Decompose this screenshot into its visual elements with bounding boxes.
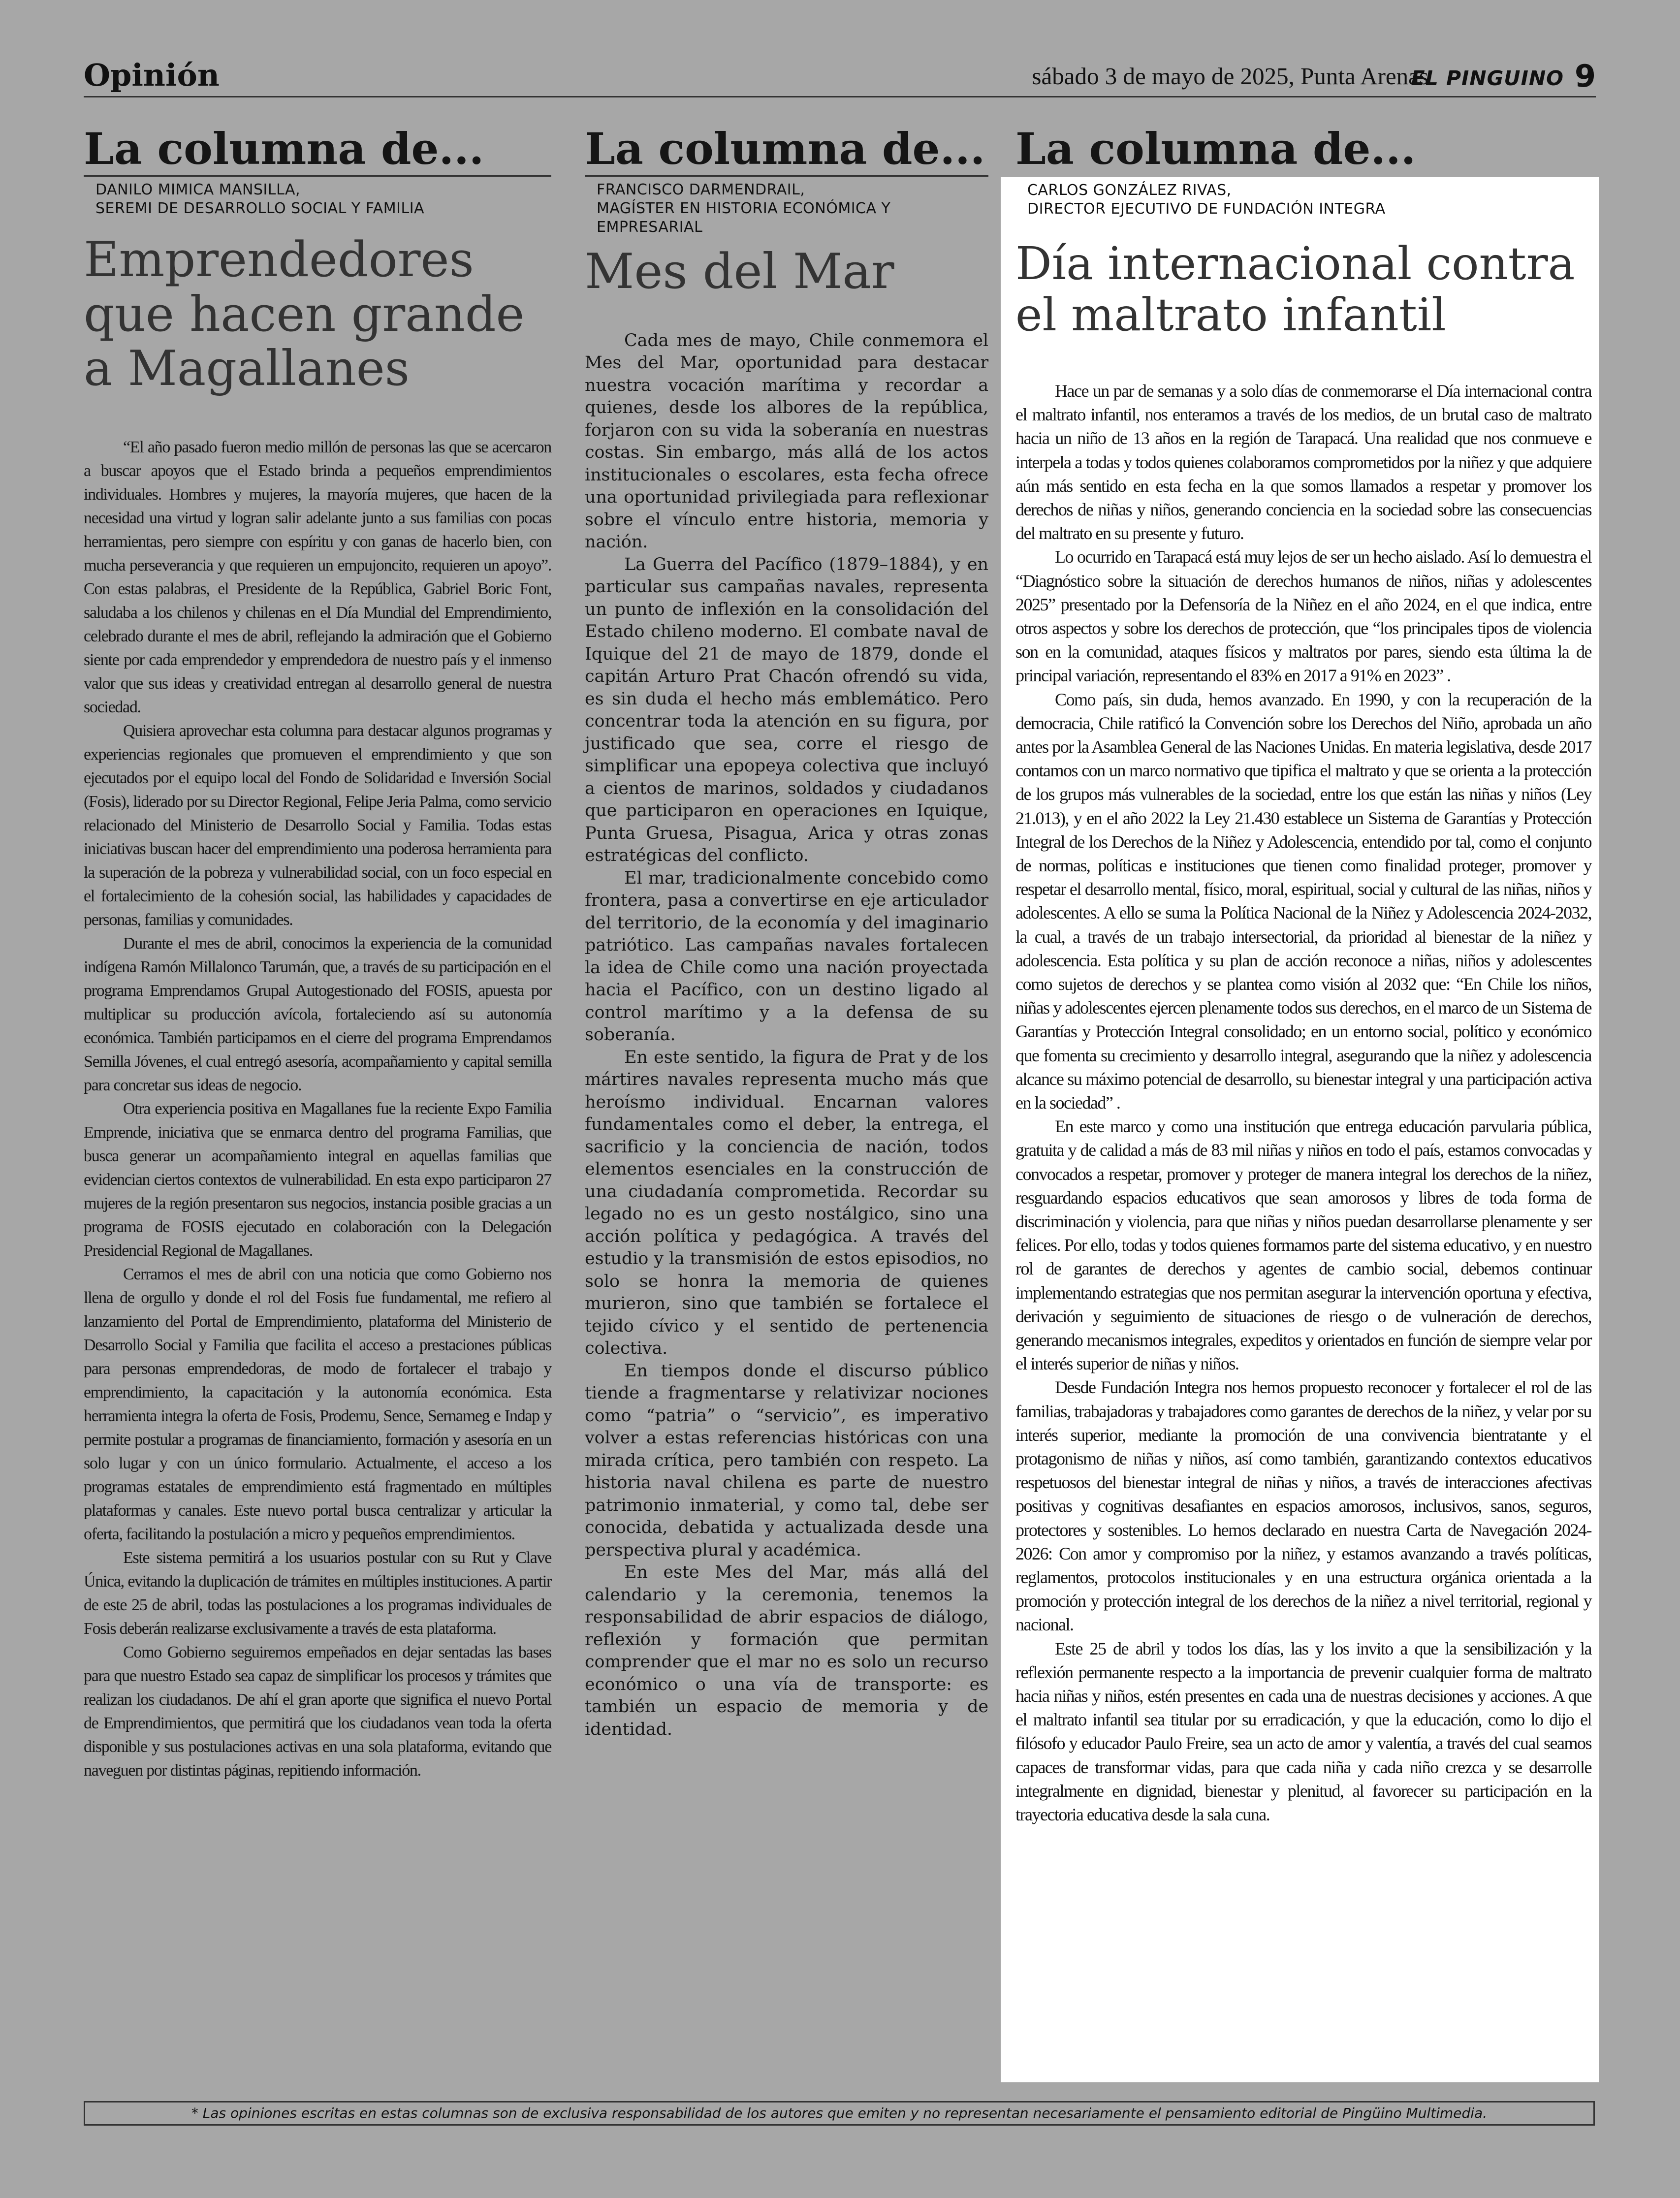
body-paragraph: Otra experiencia positiva en Magallanes fue la reciente Expo Familia Emprende, iniciativa que se enmarca dentro del programa Familias, que busca generar un acompañamiento integral en aquellas familias que evidencian ciertos contextos de vulnerabilidad. En esta expo participaron 27 mujeres de la región presentaron sus negocios, instancia posible gracias a un programa de FOSIS ejecutado en colaboración con la Delegación Presidencial Regional de Magallanes.: [84, 1100, 551, 1260]
headline-line: a Magallanes: [84, 341, 410, 397]
column-kicker: La columna de...: [84, 123, 484, 174]
body-paragraph: Este 25 de abril y todos los días, las y los invito a que la sensibilización y la reflexión permanente respecto a la importancia de prevenir cualquier forma de maltrato hacia niñas y niños, estén presentes en cada una de nuestras decisiones y acciones. A que el maltrato infantil sea titular por su erradicación, y que la educación, como lo dijo el filósofo y educador Paulo Freire, sea un acto de amor y valentía, a través del cual seamos capaces de transformar vidas, para que cada niña y cada niño crezca y se desarrolle integralmente en dignidad, bienestar y plenitud, al favorecer su participación en la trayectoria educativa desde la sala cuna.: [1015, 1638, 1591, 1825]
kicker-rule: [585, 175, 988, 177]
body-paragraph: El mar, tradicionalmente concebido como frontera, pasa a convertirse en eje articulador del territorio, de la economía y del imaginario patriótico. Las campañas navales fortalecen la idea de Chile como una nación proyectada hacia el Pacífico, con un destino ligado al control marítimo y a la defensa de su soberanía.: [585, 868, 988, 1045]
column-headline: [84, 233, 551, 396]
column-headline: [585, 245, 988, 299]
headline-line: que hacen grande: [84, 286, 525, 343]
column-body: [585, 330, 988, 1741]
byline-name: FRANCISCO DARMENDRAIL,: [597, 181, 805, 198]
byline-role: SEREMI DE DESARROLLO SOCIAL Y FAMILIA: [95, 200, 425, 217]
body-paragraph: “El año pasado fueron medio millón de personas las que se acercaron a buscar apoyos que el Estado brinda a pequeños emprendimientos individuales. Hombres y mujeres, la mayoría mujeres, que hacen de la necesidad una virtud y logran salir adelante junto a sus familias con pocas herramientas, pero siempre con espíritu y con ganas de hacerlo bien, con mucha perseverancia y que requieren un empujoncito, requieren un apoyo”. Con estas palabras, el Presidente de la República, Gabriel Boric Font, saludaba a los chilenos y chilenas en el Día Mundial del Emprendimiento, celebrado durante el mes de abril, reflejando la admiración que el Gobierno siente por cada emprendedor y emprendedora de nuestro país y el inmenso valor que sus ideas y creatividad entregan al desarrollo general de nuestra sociedad.: [84, 438, 551, 717]
body-paragraph: Desde Fundación Integra nos hemos propuesto reconocer y fortalecer el rol de las familias, trabajadoras y trabajadores como garantes de derechos de la niñez, y velar por su interés superior, mediante la promoción de una convivencia bientratante y el protagonismo de niñas y niños, así como también, garantizando contextos educativos respetuosos del bienestar integral de niñas y niños, a través de interacciones afectivas positivas y cognitivas desafiantes en espacios amorosos, inclusivos, sanos, seguros, protectores y sostenibles. Lo hemos declarado en nuestra Carta de Navegación 2024-2026: Con amor y compromiso por la niñez, y estamos avanzando a través políticas, reglamentos, protocolos institucionales y en una estructura orgánica orientada a la promoción y protección integral de los derechos de la niñez a nivel territorial, regional y nacional.: [1015, 1377, 1591, 1635]
body-paragraph: Cada mes de mayo, Chile conmemora el Mes del Mar, oportunidad para destacar nuestra vocación marítima y recordar a quienes, desde los albores de la república, forjaron con su vida la soberanía en nuestras costas. Sin embargo, más allá de los actos institucionales o escolares, esta fecha ofrece una oportunidad privilegiada para reflexionar sobre el vínculo entre historia, memoria y nación.: [585, 330, 988, 552]
masthead-logo: EL PINGUINO: [1411, 66, 1564, 90]
byline-name: CARLOS GONZÁLEZ RIVAS,: [1027, 182, 1232, 199]
page-header: [84, 57, 1596, 97]
opinion-column-3: [1015, 123, 1591, 1826]
body-paragraph: En este marco y como una institución que entrega educación parvularia pública, gratuita y de calidad a más de 83 mil niñas y niños en todo el país, estamos convocadas y convocados a respetar, promover y proteger de manera integral los derechos de la niñez, resguardando espacios educativos que sean amorosos y libres de toda forma de discriminación y violencia, para que niñas y niños puedan desarrollarse plenamente y ser felices. Por ello, todas y todos quienes formamos parte del sistema educativo, y en nuestro rol de garantes de derechos y agentes de cambio social, debemos continuar implementando estrategias que nos permitan asegurar la intervención oportuna y efectiva, derivación y seguimiento de situaciones de riesgo o de vulneración de derechos, generando mecanismos integrales, expeditos y orientados en función de siempre velar por el interés superior de niñas y niños.: [1015, 1116, 1591, 1374]
headline-line: Emprendedores: [84, 232, 474, 288]
body-paragraph: Como país, sin duda, hemos avanzado. En 1990, y con la recuperación de la democracia, Chile ratificó la Convención sobre los Derechos del Niño, aprobada un año antes por la Asamblea General de las Naciones Unidas. En materia legislativa, desde 2017 contamos con un marco normativo que tipifica el maltrato y que se orienta a la protección de los grupos más vulnerables de la sociedad, entre los que están las niñas y niños (Ley 21.013), y en el año 2022 la Ley 21.430 establece un Sistema de Garantías y Protección Integral de los Derechos de la Niñez y Adolescencia, entendido por tal, como el conjunto de normas, políticas e instituciones que tienen como finalidad proteger, promover y respetar el desarrollo mental, físico, moral, espiritual, social y cultural de las niñas, niños y adolescentes. A ello se suma la Política Nacional de la Niñez y Adolescencia 2024-2032, la cual, a través de un trabajo intersectorial, da prioridad al bienestar de la niñez y adolescencia. Esta política y su plan de acción reconoce a niñas, niños y adolescentes como sujetos de derechos y se plantea como visión al 2032 que: “En Chile los niños, niñas y adolescentes ejercen plenamente todos sus derechos, en el marco de un Sistema de Garantías y Protección Integral consolidado; en un entorno social, político y económico que fomenta su crecimiento y desarrollo integral, asegurando que la niñez y adolescencia alcance su máximo potencial de desarrollo, su bienestar integral y una participación activa en la sociedad” .: [1015, 689, 1591, 1113]
byline: [1015, 181, 1591, 219]
byline: [84, 181, 551, 218]
column-body: [84, 436, 551, 1783]
dateline: sábado 3 de mayo de 2025, Punta Arenas: [1032, 63, 1428, 90]
byline-role: DIRECTOR EJECUTIVO DE FUNDACIÓN INTEGRA: [1027, 200, 1386, 218]
body-paragraph: Como Gobierno seguiremos empeñados en dejar sentadas las bases para que nuestro Estado sea capaz de simplificar los procesos y trámites que realizan los ciudadanos. De ahí el gran aporte que significa el nuevo Portal de Emprendimientos, que permitirá que los ciudadanos vean toda la oferta disponible y sus postulaciones activas en una sola plataforma, evitando que naveguen por distintas páginas, repitiendo información.: [84, 1643, 551, 1780]
column-headline: [1015, 238, 1591, 341]
column-body: [1015, 379, 1591, 1826]
body-paragraph: En tiempos donde el discurso público tiende a fragmentarse y relativizar nociones como “patria” o “servicio”, es imperativo volver a estas referencias históricas con una mirada crítica, pero también con respeto. La historia naval chilena es parte de nuestro patrimonio inmaterial, y como tal, debe ser conocida, debatida y actualizada desde una perspectiva plural y académica.: [585, 1361, 988, 1560]
footer-disclaimer: * Las opiniones escritas en estas columnas son de exclusiva responsabilidad de los autores que emiten y no representan necesariamente el pensamiento editorial de Pingüino Multimedia.: [84, 2101, 1595, 2126]
headline-line: Día internacional contra: [1015, 237, 1575, 290]
body-paragraph: En este sentido, la figura de Prat y de los mártires navales representa mucho más que heroísmo individual. Encarnan valores fundamentales como el deber, la entrega, el sacrificio y la conciencia de nación, todos elementos esenciales en la construcción de una ciudadanía comprometida. Recordar su legado no es un gesto nostálgico, sino una acción política y pedagógica. A través del estudio y la transmisión de estos episodios, no solo se honra la memoria de quienes murieron, sino que también se fortalece el tejido cívico y el sentido de pertenencia colectiva.: [585, 1047, 988, 1359]
section-label: Opinión: [84, 57, 220, 93]
column-kicker: La columna de...: [585, 123, 985, 174]
body-paragraph: Quisiera aprovechar esta columna para destacar algunos programas y experiencias regionales que promueven el emprendimiento y que son ejecutados por el equipo local del Fondo de Solidaridad e Inversión Social (Fosis), liderado por su Director Regional, Felipe Jeria Palma, como servicio relacionado del Ministerio de Desarrollo Social y Familia. Todas estas iniciativas buscan hacer del emprendimiento una poderosa herramienta para la superación de la pobreza y vulnerabilidad social, con un foco especial en el fortalecimiento de la cohesión social, las habilidades y capacidades de personas, familias y comunidades.: [84, 722, 551, 929]
byline-name: DANILO MIMICA MANSILLA,: [95, 181, 301, 198]
column-kicker: La columna de...: [1015, 123, 1416, 174]
body-paragraph: Hace un par de semanas y a solo días de conmemorarse el Día internacional contra el maltrato infantil, nos enteramos a través de los medios, de un brutal caso de maltrato hacia un niño de 13 años en la región de Tarapacá. Una realidad que nos conmueve e interpela a todas y todos quienes colaboramos comprometidos por la niñez y que adquiere aún más sentido en esta fecha en la que somos llamados a respetar y promover los derechos de niñas y niños, generando conciencia en la sociedad sobre las consecuencias del maltrato en su presente y futuro.: [1015, 381, 1591, 543]
page-number: 9: [1574, 58, 1596, 94]
body-paragraph: Lo ocurrido en Tarapacá está muy lejos de ser un hecho aislado. Así lo demuestra el “Diagnóstico sobre la situación de derechos humanos de niños, niñas y adolescentes 2025” presentado por la Defensoría de la Niñez en el año 2024, en el que indica, entre otros aspectos y sobre los derechos de protección, que “los principales tipos de violencia son en la comunidad, ataques físicos y maltratos por pares, siendo esta última la de principal variación, representando el 83% en 2017 a 91% en 2023” .: [1015, 547, 1591, 686]
opinion-column-2: [585, 123, 988, 1741]
byline-role: MAGÍSTER EN HISTORIA ECONÓMICA Y EMPRESARIAL: [597, 200, 891, 236]
body-paragraph: Este sistema permitirá a los usuarios postular con su Rut y Clave Única, evitando la duplicación de trámites en múltiples instituciones. A partir de este 25 de abril, todas las postulaciones a los programas individuales de Fosis deberán realizarse exclusivamente a través de esta plataforma.: [84, 1549, 551, 1638]
body-paragraph: En este Mes del Mar, más allá del calendario y la ceremonia, tenemos la responsabilidad de abrir espacios de diálogo, reflexión y formación que permitan comprender que el mar no es solo un recurso económico o una vía de transporte: es también un espacio de memoria y de identidad.: [585, 1562, 988, 1739]
opinion-column-1: [84, 123, 551, 1783]
body-paragraph: La Guerra del Pacífico (1879–1884), y en particular sus campañas navales, representa un punto de inflexión en la consolidación del Estado chileno moderno. El combate naval de Iquique del 21 de mayo de 1879, donde el capitán Arturo Prat Chacón ofrendó su vida, es sin duda el hecho más emblemático. Pero concentrar toda la atención en su figura, por justificado que sea, corre el riesgo de simplificar una epopeya colectiva que incluyó a cientos de marinos, soldados y ciudadanos que participaron en operaciones en Iquique, Punta Gruesa, Pisagua, Arica y otras zonas estratégicas del conflicto.: [585, 554, 988, 866]
headline-line: el maltrato infantil: [1015, 288, 1446, 341]
body-paragraph: Durante el mes de abril, conocimos la experiencia de la comunidad indígena Ramón Millalonco Tarumán, que, a través de su participación en el programa Emprendamos Grupal Autogestionado del FOSIS, apuesta por multiplicar su producción avícola, fortaleciendo así su autonomía económica. También participamos en el cierre del programa Emprendamos Semilla Jóvenes, el cual entregó asesoría, acompañamiento y capital semilla para concretar sus ideas de negocio.: [84, 934, 551, 1095]
kicker-rule: [84, 175, 551, 177]
body-paragraph: Cerramos el mes de abril con una noticia que como Gobierno nos llena de orgullo y donde el rol del Fosis fue fundamental, me refiero al lanzamiento del Portal de Emprendimiento, plataforma del Ministerio de Desarrollo Social y Familia que facilita el acceso a prestaciones públicas para personas emprendedoras, de modo de fortalecer el trabajo y emprendimiento, la capacitación y la autonomía económica. Esta herramienta integra la oferta de Fosis, Prodemu, Sence, Sernameg e Indap y permite postular a programas de financiamiento, formación y asesoría en un solo lugar y con un único formulario. Actualmente, el acceso a los programas estatales de emprendimiento está fragmentado en múltiples plataformas y canales. Este nuevo portal busca centralizar y articular la oferta, facilitando la postulación a micro y pequeños emprendimientos.: [84, 1265, 551, 1544]
byline: [585, 181, 988, 237]
headline-line: Mes del Mar: [585, 244, 894, 300]
